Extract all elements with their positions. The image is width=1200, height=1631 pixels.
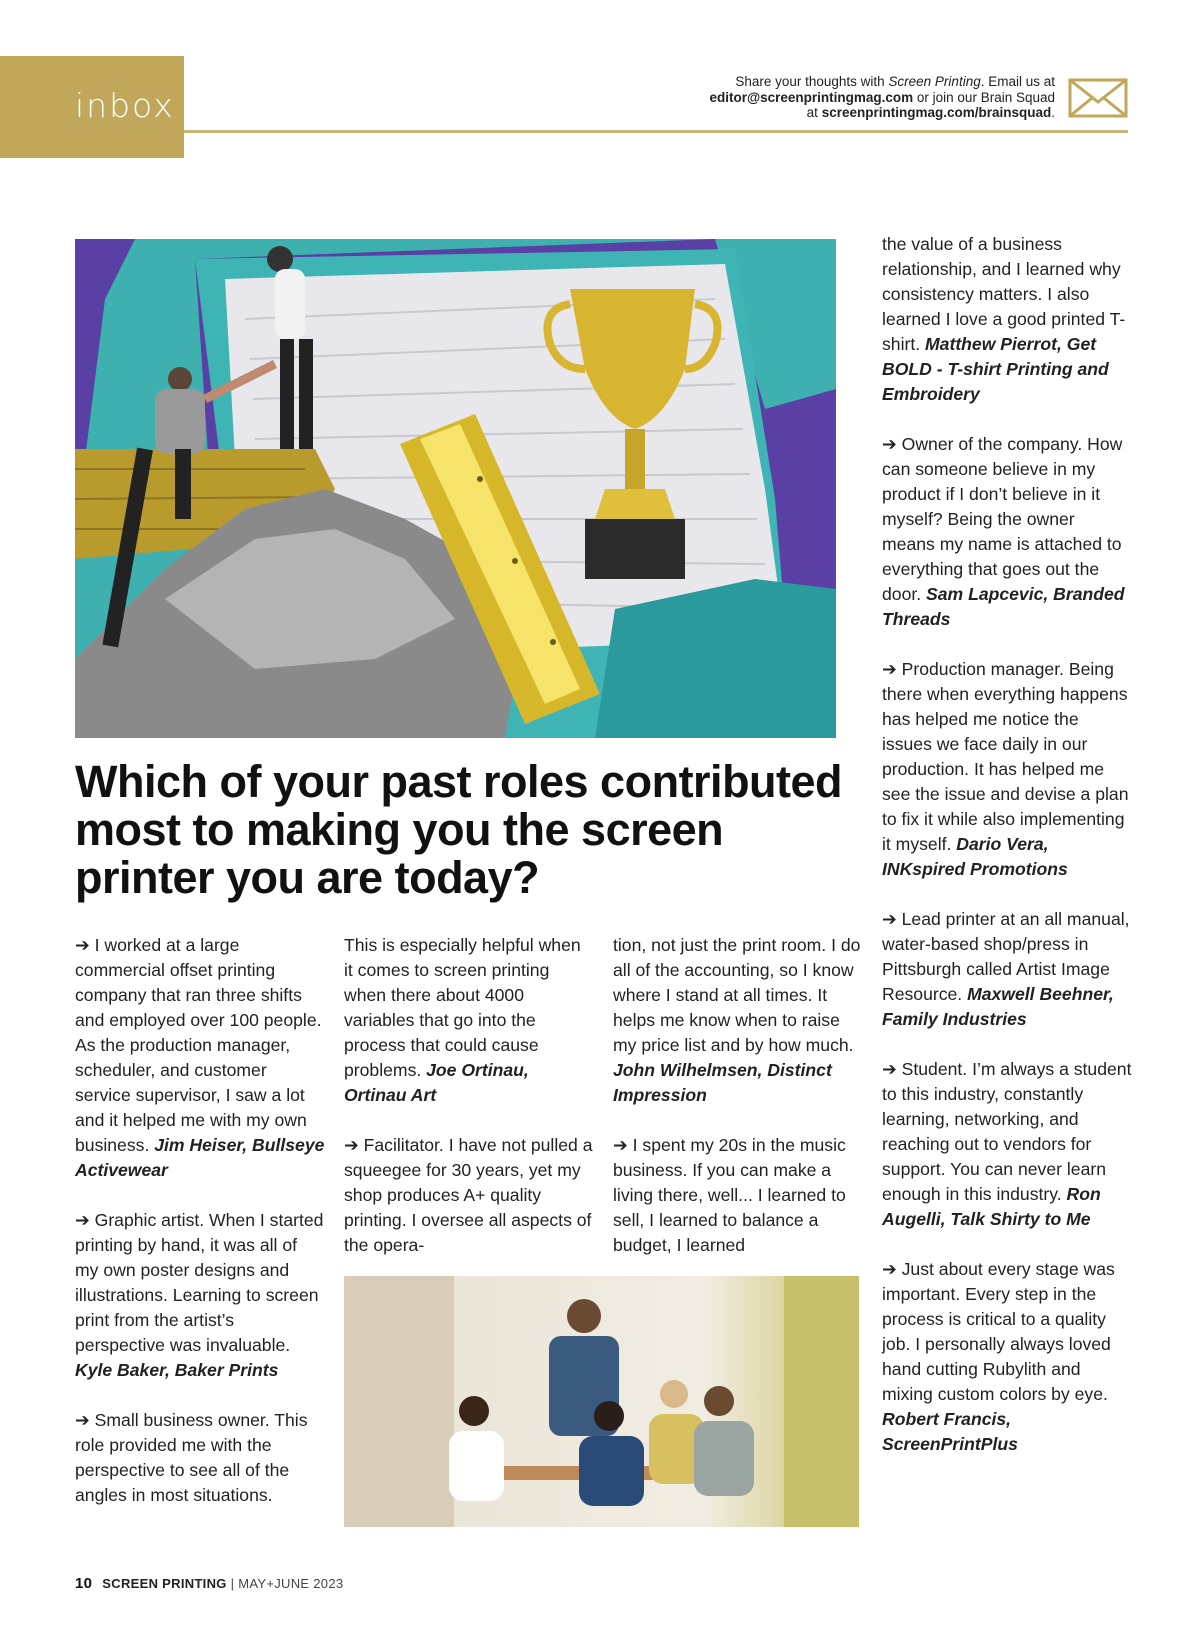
section-tab: [0, 56, 184, 158]
envelope-icon: [1068, 78, 1128, 118]
section-title: inbox: [75, 86, 175, 125]
footer-issue: MAY+JUNE 2023: [238, 1576, 344, 1591]
respondent-name: Joe Ortinau, Ortinau Art: [344, 1060, 529, 1105]
arrow-icon: ➔: [882, 909, 897, 929]
arrow-icon: ➔: [882, 1059, 897, 1079]
body-column-2: [344, 933, 594, 1258]
footer-separator: |: [226, 1576, 239, 1591]
response: ➔ Facilitator. I have not pulled a squeegee for 30 years, yet my shop produces A+ quality printing. I oversee all aspects of the opera-: [344, 1135, 593, 1255]
header-rule: [184, 130, 1128, 133]
response: ➔ Student. I’m always a student to this industry, constantly learning, networking, and reaching out to vendors for support. You can never learn enough in this industry. Ron Augelli, Talk Shirty to Me: [882, 1059, 1132, 1229]
team-meeting-photo: [344, 1276, 859, 1527]
arrow-icon: ➔: [882, 434, 897, 454]
response: This is especially helpful when it comes to screen printing when there about 4000 variables that go into the process that could cause problems. Joe Ortinau, Ortinau Art: [344, 935, 581, 1105]
respondent-name: Matthew Pierrot, Get BOLD - T-shirt Printing and Embroidery: [882, 334, 1109, 404]
response: ➔ I worked at a large commercial offset printing company that ran three shifts and employed over 100 people. As the production manager, scheduler, and customer service supervisor, I saw a lot and it helped me with my own business. Jim Heiser, Bullseye Activewear: [75, 935, 325, 1180]
respondent-name: Kyle Baker, Baker Prints: [75, 1360, 279, 1380]
response: ➔ Just about every stage was important. Every step in the process is critical to a quality job. I personally always loved hand cutting Rubylith and mixing custom colors by eye. Robert Francis, ScreenPrintPlus: [882, 1259, 1115, 1454]
arrow-icon: ➔: [344, 1135, 359, 1155]
respondent-name: Robert Francis, ScreenPrintPlus: [882, 1409, 1018, 1454]
share-note: Share your thoughts with Screen Printing. Email us at editor@screenprintingmag.com or join our Brain Squad at screenprintingmag.com/brainsquad.: [709, 74, 1055, 120]
arrow-icon: ➔: [75, 1210, 90, 1230]
arrow-icon: ➔: [882, 659, 897, 679]
hero-collage-image: [75, 239, 836, 738]
arrow-icon: ➔: [75, 1410, 90, 1430]
respondent-name: John Wilhelmsen, Distinct Impression: [613, 1060, 832, 1105]
respondent-name: Sam Lapcevic, Branded Threads: [882, 584, 1125, 629]
body-column-1: [75, 933, 325, 1508]
page-headline: Which of your past roles contributed most to making you the screen printer you are today?: [75, 756, 843, 903]
response: ➔ Lead printer at an all manual, water-based shop/press in Pittsburgh called Artist Image Resource. Maxwell Beehner, Family Industries: [882, 909, 1130, 1029]
response: ➔ Small business owner. This role provided me with the perspective to see all of the angles in most situations.: [75, 1410, 308, 1505]
response: ➔ Owner of the company. How can someone believe in my product if I don’t believe in it myself? Being the owner means my name is attached to everything that goes out the door. Sam Lapcevic, Branded Threads: [882, 434, 1125, 629]
respondent-name: Jim Heiser, Bullseye Activewear: [75, 1135, 325, 1180]
arrow-icon: ➔: [75, 935, 90, 955]
footer-magazine: SCREEN PRINTING: [102, 1576, 227, 1591]
respondent-name: Dario Vera, INKspired Promotions: [882, 834, 1068, 879]
respondent-name: Maxwell Beehner, Family Industries: [882, 984, 1114, 1029]
response: ➔ Graphic artist. When I started printing by hand, it was all of my own poster designs and illustrations. Learning to screen print from the artist’s perspective was invaluable. Kyle Baker, Baker Prints: [75, 1210, 324, 1380]
editor-email-link[interactable]: editor@screenprintingmag.com: [709, 89, 914, 105]
body-column-3: [613, 933, 863, 1258]
brainsquad-link[interactable]: screenprintingmag.com/brainsquad: [821, 105, 1052, 120]
page-footer: [75, 1575, 343, 1592]
response: the value of a business relationship, and I learned why consistency matters. I also learned I love a good printed T-shirt. Matthew Pierrot, Get BOLD - T-shirt Printing and Embroidery: [882, 234, 1126, 404]
body-column-4: [882, 232, 1132, 1457]
response: tion, not just the print room. I do all of the accounting, so I know where I stand at all times. It helps me know when to raise my price list and by how much. John Wilhelmsen, Distinct Impression: [613, 935, 861, 1105]
magazine-name: Screen Printing: [888, 74, 981, 89]
arrow-icon: ➔: [882, 1259, 897, 1279]
arrow-icon: ➔: [613, 1135, 628, 1155]
response: ➔ I spent my 20s in the music business. If you can make a living there, well... I learned to sell, I learned to balance a budget, I learned: [613, 1135, 846, 1255]
response: ➔ Production manager. Being there when everything happens has helped me notice the issues we face daily in our production. It has helped me see the issue and devise a plan to fix it while also implementing it myself. Dario Vera, INKspired Promotions: [882, 659, 1129, 879]
page-number: 10: [75, 1575, 93, 1592]
respondent-name: Ron Augelli, Talk Shirty to Me: [882, 1184, 1101, 1229]
